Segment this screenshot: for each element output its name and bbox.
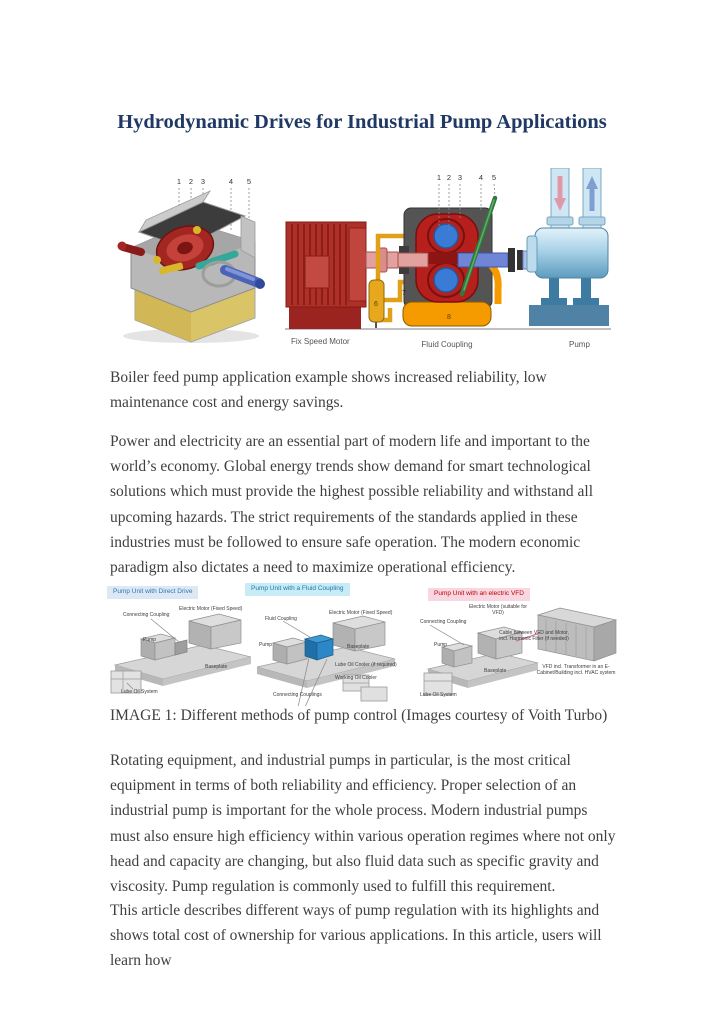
svg-text:4: 4 <box>478 173 484 182</box>
svg-text:5: 5 <box>246 177 252 186</box>
diagram-label: Working Oil Cooler <box>335 675 377 681</box>
panel-fluid-coupling <box>243 583 413 708</box>
paragraph-boiler-feed: Boiler feed pump application example shows increased reliability, low maintenance cost and energy savings. <box>110 369 547 412</box>
diagram-label: Baseplate <box>347 644 370 650</box>
cutaway-callouts <box>177 177 251 186</box>
drive-train-schematic-image <box>283 168 613 358</box>
diagram-label: Lube Oil System <box>121 689 158 695</box>
svg-text:1: 1 <box>436 173 442 182</box>
svg-text:2: 2 <box>446 173 452 182</box>
pump-graphic <box>527 168 609 326</box>
pump-label: Pump <box>569 340 590 349</box>
diagram-label: Pump <box>143 637 157 643</box>
fluid-coupling-cutaway-image <box>113 170 265 346</box>
svg-text:4: 4 <box>228 177 234 186</box>
diagram-label: Lube Oil System <box>420 692 457 698</box>
diagram-label: Baseplate <box>205 664 228 670</box>
fluid-coupling-graphic <box>398 198 537 326</box>
page-title: Hydrodynamic Drives for Industrial Pump Applications <box>117 110 607 133</box>
diagram-label: Electric Motor (Fixed Speed) <box>179 606 243 612</box>
svg-text:3: 3 <box>457 173 463 182</box>
svg-text:5: 5 <box>491 173 497 182</box>
schematic-callouts <box>437 173 496 182</box>
svg-text:1: 1 <box>176 177 182 186</box>
panel-header: Pump Unit with an electric VFD <box>428 588 530 601</box>
svg-text:3: 3 <box>200 177 206 186</box>
callout-8: 8 <box>447 314 451 321</box>
diagram-label: VFD incl. Transformer in an E-Cabinet/Building incl. HVAC system <box>536 664 616 676</box>
paragraph-article-describes: This article describes different ways of pump regulation with its highlights and shows total cost of ownership for various applications. In this article, users will learn how <box>110 902 602 970</box>
diagram-label: Fluid Coupling <box>265 616 297 622</box>
panel-header: Pump Unit with Direct Drive <box>107 586 198 599</box>
diagram-label: Lube Oil Cooler (if required) <box>335 662 397 668</box>
diagram-label: Pump <box>434 642 448 648</box>
paragraph-power-electricity: Power and electricity are an essential part of modern life and important to the world’s economy. Global energy trends show demand for smart technological solutions which must provide the highest possible reliability and withstand all upcoming hazards. The strict requirements of the standards applied in these industries must be followed to ensure safe operation. The modern economic paradigm also dictates a need to maximize operational efficiency. <box>110 433 594 577</box>
callout-7: 7 <box>402 290 406 297</box>
schematic-labels <box>291 337 590 349</box>
coupling-label: Fluid Coupling <box>421 340 473 349</box>
motor-label: Fix Speed Motor <box>291 337 350 346</box>
svg-text:2: 2 <box>188 177 194 186</box>
paragraph-rotating-equipment: Rotating equipment, and industrial pumps in particular, is the most critical equipment in terms of both reliability and efficiency. Proper selection of an industrial pump is important for the whole process. Modern industrial pumps must also ensure high efficiency within various operation regimes where not only head and capacity are changing, but also fluid data such as specific gravity and viscosity. Pump regulation is commonly used to fulfill this requirement. <box>110 752 616 896</box>
diagram-label: Pump <box>259 642 273 648</box>
callout-6: 6 <box>374 301 378 308</box>
diagram-label: Electric Motor (Fixed Speed) <box>329 610 393 616</box>
panel-direct-drive <box>103 583 263 708</box>
diagram-label: Cable between VFD and Motor, incl. Harmonic Filter (if needed) <box>499 630 569 642</box>
diagram-label: Electric Motor (suitable for VFD) <box>468 604 528 616</box>
diagram-label: Connecting Coupling <box>420 619 467 625</box>
diagram-label: Baseplate <box>484 668 507 674</box>
image1-caption: IMAGE 1: Different methods of pump control (Images courtesy of Voith Turbo) <box>110 707 608 724</box>
diagram-label: Connecting Coupling <box>123 612 170 618</box>
diagram-label: Connecting Couplings <box>273 692 322 698</box>
panel-electric-vfd <box>420 583 622 708</box>
panel-header: Pump Unit with a Fluid Coupling <box>245 583 350 596</box>
